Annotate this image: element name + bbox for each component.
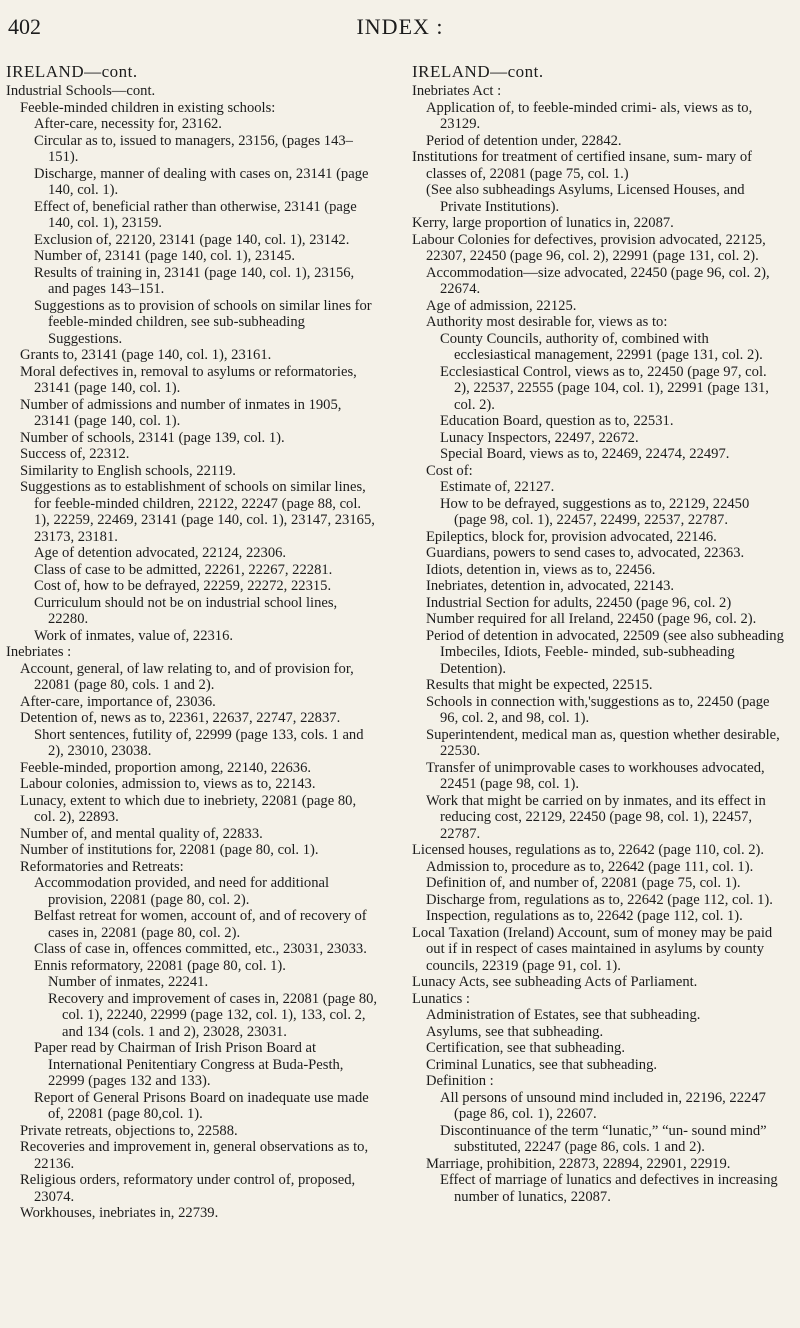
index-entry: Number of admissions and number of inmates in 1905, 23141 (page 140, col. 1). — [20, 396, 342, 429]
index-entry: Lunacy, extent to which due to inebriety, 22081 (page 80, col. 2), 22893. — [20, 792, 357, 825]
index-entry: Work of inmates, value of, 22316. — [34, 627, 234, 644]
index-entry: Number of inmates, 22241. — [48, 974, 209, 990]
index-entry: Marriage, prohibition, 22873, 22894, 22901, 22919. — [426, 1155, 731, 1172]
index-entry: Labour Colonies for defectives, provision advocated, 22125, 22307, 22450 (page 96, col. 2), 22991 (page 131, col. 2). — [412, 231, 766, 264]
index-entry: Lunacy Inspectors, 22497, 22672. — [440, 429, 639, 446]
index-entry: Report of General Prisons Board on inadequate use made of, 22081 (page 80,col. 1). — [34, 1089, 369, 1122]
page-number: 402 — [8, 14, 41, 39]
index-entry: Feeble-minded children in existing schools: — [20, 99, 276, 116]
index-entry: Cost of, how to be defrayed, 22259, 22272, 22315. — [34, 578, 332, 594]
index-entry: Curriculum should not be on industrial school lines, 22280. — [34, 594, 338, 627]
index-entry: Special Board, views as to, 22469, 22474, 22497. — [440, 446, 730, 462]
index-entry: Inebriates Act : — [412, 83, 502, 99]
index-entry: Labour colonies, admission to, views as to, 22143. — [20, 776, 316, 792]
index-entry: Kerry, large proportion of lunatics in, 22087. — [412, 215, 674, 231]
index-entry: Number of, 23141 (page 140, col. 1), 23145. — [34, 248, 296, 264]
index-entry: Success of, 22312. — [20, 446, 130, 462]
index-entry: Institutions for treatment of certified insane, sum- mary of classes of, 22081 (page 75, col. 1.) — [412, 149, 753, 182]
index-entry: Results that might be expected, 22515. — [426, 677, 653, 693]
page-header — [8, 14, 792, 54]
index-entry: After-care, importance of, 23036. — [20, 693, 216, 710]
index-entry: Short sentences, futility of, 22999 (page 133, cols. 1 and 2), 23010, 23038. — [34, 726, 364, 759]
right-column — [412, 62, 784, 1205]
index-entry: Circular as to, issued to managers, 23156, (pages 143–151). — [34, 132, 353, 165]
index-entry: Accommodation—size advocated, 22450 (page 96, col. 2), 22674. — [426, 264, 770, 297]
index-entry: Lunacy Acts, see subheading Acts of Parliament. — [412, 974, 698, 990]
index-entry: Superintendent, medical man as, question whether desirable, 22530. — [426, 726, 780, 759]
index-entry: Education Board, question as to, 22531. — [440, 413, 674, 429]
index-entry: Inspection, regulations as to, 22642 (page 112, col. 1). — [426, 908, 743, 924]
index-entry: Similarity to English schools, 22119. — [20, 462, 236, 479]
index-entry: How to be defrayed, suggestions as to, 22129, 22450 (page 98, col. 1), 22457, 22499, 22537, 22787. — [440, 495, 750, 528]
index-entry: Detention of, news as to, 22361, 22637, 22747, 22837. — [20, 710, 341, 726]
index-entry: Class of case in, offences committed, etc., 23031, 23033. — [34, 941, 367, 957]
index-entry: Lunatics : — [412, 990, 470, 1007]
index-entry: Exclusion of, 22120, 23141 (page 140, col. 1), 23142. — [34, 231, 350, 248]
index-entry: Private retreats, objections to, 22588. — [20, 1122, 238, 1139]
index-entry: Number of institutions for, 22081 (page 80, col. 1). — [20, 842, 319, 858]
index-entry: Authority most desirable for, views as to: — [426, 314, 668, 330]
index-entry: Licensed houses, regulations as to, 22642 (page 110, col. 2). — [412, 842, 765, 858]
index-entry: Suggestions as to establishment of schools on similar lines, for feeble-minded children, 22122, 22247 (page 88, col. 1), 22259, 22469, 23141 (page 140, col. 1), 23147, 23165, 23173, 23181. — [20, 479, 375, 545]
index-entry: Asylums, see that subheading. — [426, 1023, 604, 1040]
index-entry: Discontinuance of the term “lunatic,” “un- sound mind” substituted, 22247 (page 86, cols. 1 and 2). — [440, 1122, 767, 1155]
index-entry: Discharge, manner of dealing with cases on, 23141 (page 140, col. 1). — [34, 165, 369, 198]
index-entry: Results of training in, 23141 (page 140, col. 1), 23156, and pages 143–151. — [34, 264, 355, 297]
index-entry: Recovery and improvement of cases in, 22081 (page 80, col. 1), 22240, 22999 (page 132, col. 1), 133, col. 2, and 134 (cols. 1 and 2), 23028, 23031. — [48, 990, 378, 1040]
index-entry: Number of schools, 23141 (page 139, col. 1). — [20, 429, 285, 446]
index-entry: Number of, and mental quality of, 22833. — [20, 825, 263, 842]
index-entry: Paper read by Chairman of Irish Prison Board at International Penitentiary Congress at Buda-Pesth, 22999 (pages 132 and 133). — [34, 1040, 344, 1089]
index-entry: Schools in connection with,'suggestions as to, 22450 (page 96, col. 2, and 98, col. 1). — [426, 693, 770, 726]
index-entry: Discharge from, regulations as to, 22642 (page 112, col. 1). — [426, 891, 773, 908]
right-column-heading: IRELAND—cont. — [412, 62, 544, 81]
index-entry: Industrial Schools—cont. — [6, 83, 156, 99]
index-entry: Moral defectives in, removal to asylums or reformatories, 23141 (page 140, col. 1). — [20, 363, 357, 396]
index-entry: All persons of unsound mind included in, 22196, 22247 (page 86, col. 1), 22607. — [440, 1089, 766, 1122]
index-entry: Account, general, of law relating to, and of provision for, 22081 (page 80, cols. 1 and 2). — [20, 660, 354, 693]
index-entry: Administration of Estates, see that subheading. — [426, 1007, 701, 1023]
index-entry: Ecclesiastical Control, views as to, 22450 (page 97, col. 2), 22537, 22555 (page 104, col. 1), 22991 (page 131, col. 2). — [440, 363, 769, 413]
index-entry: County Councils, authority of, combined with ecclesiastical management, 22991 (page 131, col. 2). — [440, 330, 763, 363]
index-entry: Accommodation provided, and need for additional provision, 22081 (page 80, col. 2). — [34, 875, 330, 908]
index-entry: Religious orders, reformatory under control of, proposed, 23074. — [20, 1172, 356, 1205]
index-entry: Application of, to feeble-minded crimi- als, views as to, 23129. — [426, 99, 753, 132]
index-entry: After-care, necessity for, 23162. — [34, 116, 222, 132]
index-entry: Transfer of unimprovable cases to workhouses advocated, 22451 (page 98, col. 1). — [426, 759, 765, 792]
index-entry: Age of admission, 22125. — [426, 297, 577, 314]
index-entry: Industrial Section for adults, 22450 (page 96, col. 2) — [426, 594, 732, 611]
index-entry: Definition : — [426, 1073, 494, 1089]
index-entry: Epileptics, block for, provision advocated, 22146. — [426, 528, 717, 545]
left-column — [6, 62, 378, 1222]
index-entry: Suggestions as to provision of schools on similar lines for feeble-minded children, see sub-subheading Suggestions. — [34, 297, 372, 347]
index-entry: Certification, see that subheading. — [426, 1040, 625, 1056]
index-entry: Grants to, 23141 (page 140, col. 1), 23161. — [20, 347, 272, 363]
index-entry: Cost of: — [426, 462, 473, 479]
index-entry: Admission to, procedure as to, 22642 (page 111, col. 1). — [426, 858, 754, 875]
index-entry: Age of detention advocated, 22124, 22306. — [34, 545, 287, 561]
index-entry: Period of detention in advocated, 22509 (see also subheading Imbeciles, Idiots, Feeble- minded, sub-subheading Detention). — [426, 627, 784, 677]
index-entry: Feeble-minded, proportion among, 22140, 22636. — [20, 759, 312, 776]
index-entry: Inebriates, detention in, advocated, 22143. — [426, 578, 675, 594]
index-entry: Guardians, powers to send cases to, advocated, 22363. — [426, 545, 745, 561]
index-entry: Number required for all Ireland, 22450 (page 96, col. 2). — [426, 611, 757, 627]
index-entry: Recoveries and improvement in, general observations as to, 22136. — [20, 1139, 369, 1172]
index-entry: Effect of, beneficial rather than otherwise, 23141 (page 140, col. 1), 23159. — [34, 198, 357, 231]
index-entry: Class of case to be admitted, 22261, 22267, 22281. — [34, 561, 333, 578]
index-entry: Workhouses, inebriates in, 22739. — [20, 1205, 219, 1221]
index-entry: Effect of marriage of lunatics and defectives in increasing number of lunatics, 22087. — [440, 1172, 778, 1205]
index-entry: Definition of, and number of, 22081 (page 75, col. 1). — [426, 875, 741, 891]
index-entry: Inebriates : — [6, 644, 72, 660]
index-entry: Work that might be carried on by inmates, and its effect in reducing cost, 22129, 22450 (page 98, col. 1), 22457, 22787. — [426, 792, 766, 842]
index-entry: Criminal Lunatics, see that subheading. — [426, 1056, 658, 1073]
index-entry: (See also subheadings Asylums, Licensed Houses, and Private Institutions). — [426, 182, 745, 215]
index-entry: Local Taxation (Ireland) Account, sum of money may be paid out if in respect of cases maintained in asylums by county councils, 22319 (page 91, col. 1). — [412, 924, 773, 974]
index-entry: Reformatories and Retreats: — [20, 858, 184, 875]
page-title: INDEX : — [356, 14, 444, 39]
left-column-heading: IRELAND—cont. — [6, 62, 138, 81]
index-entry: Idiots, detention in, views as to, 22456. — [426, 561, 656, 578]
index-entry: Ennis reformatory, 22081 (page 80, col. 1). — [34, 957, 286, 974]
index-entry: Belfast retreat for women, account of, and of recovery of cases in, 22081 (page 80, col. 2). — [34, 908, 367, 941]
index-entry: Period of detention under, 22842. — [426, 132, 622, 149]
index-entry: Estimate of, 22127. — [440, 479, 555, 495]
